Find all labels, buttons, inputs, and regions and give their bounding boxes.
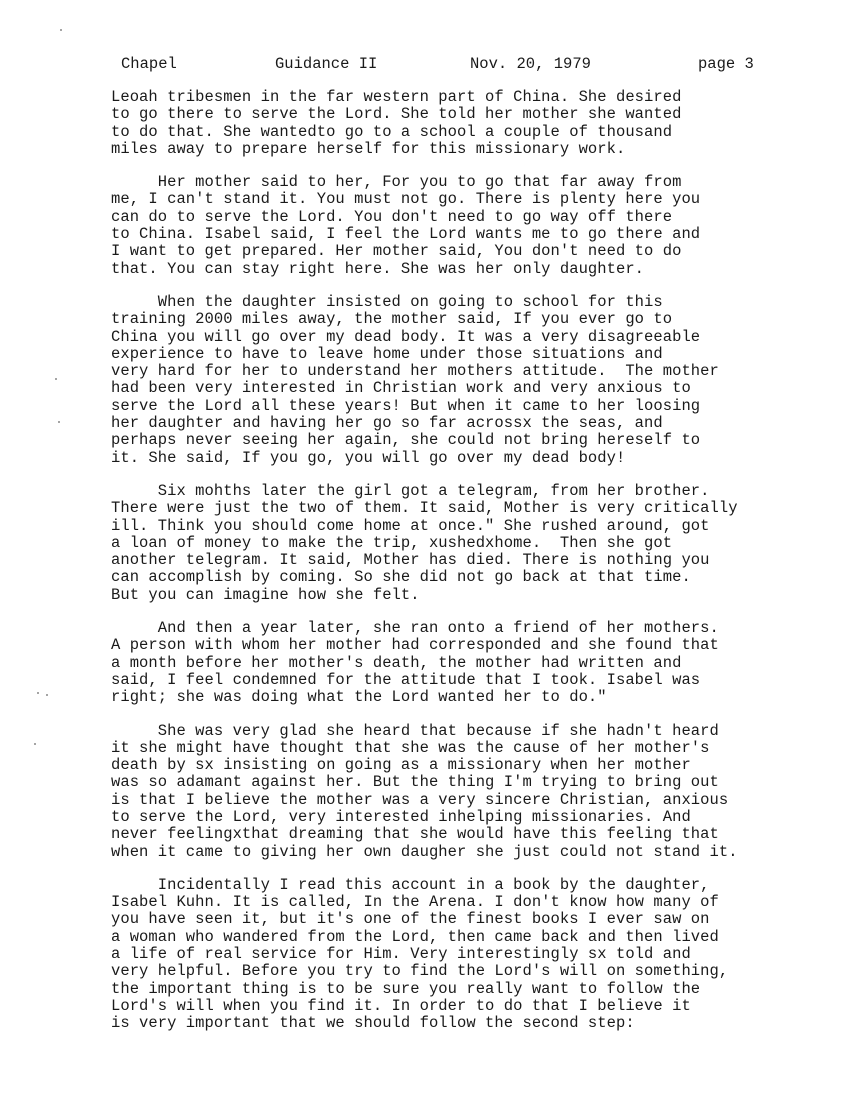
text-line: And then a year later, she ran onto a friend of her mothers. [111, 619, 719, 638]
paragraph [111, 483, 811, 604]
text-line: serve the Lord all these years! But when it came to her loosing [111, 396, 701, 415]
text-line: never feelingxthat dreaming that she would have this feeling that [111, 825, 719, 844]
text-line: had been very interested in Christian work and very anxious to [111, 379, 691, 398]
text-line: when it came to giving her own daugher she just could not stand it. [111, 842, 738, 861]
header-chapel: Chapel [121, 55, 177, 73]
scan-speck [46, 694, 48, 696]
text-line: Her mother said to her, For you to go that far away from [111, 173, 682, 192]
scan-speck [58, 421, 60, 423]
paragraph [111, 294, 811, 467]
text-line: a loan of money to make the trip, xushedxhome. Then she got [111, 533, 673, 552]
text-line: I want to get prepared. Her mother said, You don't need to do [111, 242, 682, 261]
text-line: can accomplish by coming. So she did not go back at that time. [111, 568, 691, 587]
paragraph [111, 723, 811, 861]
text-line: miles away to prepare herself for this missionary work. [111, 139, 626, 158]
text-line: a life of real service for Him. Very interestingly sx told and [111, 945, 691, 964]
text-line: said, I feel condemned for the attitude that I took. Isabel was [111, 670, 701, 689]
body-text [111, 89, 811, 1049]
header-date: Nov. 20, 1979 [470, 55, 591, 73]
paragraph [111, 877, 811, 1033]
text-line: Leoah tribesmen in the far western part of China. She desired [111, 88, 682, 106]
text-line: a woman who wandered from the Lord, then came back and then lived [111, 927, 719, 946]
text-line: that. You can stay right here. She was her only daughter. [111, 259, 645, 278]
text-line: A person with whom her mother had corresponded and she found that [111, 636, 719, 655]
text-line: ill. Think you should come home at once." She rushed around, got [111, 516, 710, 535]
text-line: to China. Isabel said, I feel the Lord wants me to go there and [111, 225, 701, 244]
text-line: perhaps never seeing her again, she could not bring hereself to [111, 431, 701, 450]
text-line: it. She said, If you go, you will go over my dead body! [111, 448, 626, 467]
paragraph [111, 174, 811, 278]
text-line: There were just the two of them. It said, Mother is very critically [111, 499, 738, 518]
text-line: to serve the Lord, very interested inhelping missionaries. And [111, 807, 691, 826]
text-line: to do that. She wantedto go to a school a couple of thousand [111, 122, 673, 141]
text-line: you have seen it, but it's one of the finest books I ever saw on [111, 910, 710, 929]
text-line: She was very glad she heard that because if she hadn't heard [111, 721, 719, 740]
scan-speck [37, 692, 39, 694]
scan-speck [60, 29, 62, 31]
paragraph [111, 89, 811, 158]
text-line: is very important that we should follow the second step: [111, 1014, 635, 1033]
text-line: death by sx insisting on going as a missionary when her mother [111, 756, 691, 775]
paragraph [111, 620, 811, 706]
text-line: Six mohths later the girl got a telegram, from her brother. [111, 481, 710, 500]
header-title: Guidance II [275, 55, 378, 73]
text-line: the important thing is to be sure you really want to follow the [111, 979, 701, 998]
header-page-number: page 3 [698, 55, 754, 73]
text-line: experience to have to leave home under those situations and [111, 344, 663, 363]
scan-speck [34, 743, 36, 745]
text-line: very helpful. Before you try to find the Lord's will on something, [111, 962, 729, 981]
text-line: it she might have thought that she was the cause of her mother's [111, 738, 710, 757]
text-line: another telegram. It said, Mother has died. There is nothing you [111, 551, 710, 570]
page-header [0, 55, 850, 75]
text-line: China you will go over my dead body. It was a very disagreeable [111, 327, 701, 346]
scan-speck [55, 378, 57, 380]
text-line: was so adamant against her. But the thing I'm trying to bring out [111, 773, 719, 792]
text-line: Isabel Kuhn. It is called, In the Arena. I don't know how many of [111, 893, 719, 912]
text-line: her daughter and having her go so far acrossx the seas, and [111, 414, 663, 433]
text-line: But you can imagine how she felt. [111, 585, 420, 604]
text-line: me, I can't stand it. You must not go. There is plenty here you [111, 190, 701, 209]
text-line: When the daughter insisted on going to school for this [111, 292, 663, 311]
text-line: Incidentally I read this account in a book by the daughter, [111, 875, 710, 894]
text-line: Lord's will when you find it. In order to do that I believe it [111, 996, 691, 1015]
text-line: a month before her mother's death, the mother had written and [111, 653, 682, 672]
text-line: right; she was doing what the Lord wanted her to do." [111, 688, 607, 707]
text-line: training 2000 miles away, the mother said, If you ever go to [111, 310, 673, 329]
text-line: very hard for her to understand her mothers attitude. The mother [111, 362, 719, 381]
text-line: can do to serve the Lord. You don't need to go way off there [111, 207, 673, 226]
text-line: is that I believe the mother was a very sincere Christian, anxious [111, 790, 729, 809]
text-line: to go there to serve the Lord. She told her mother she wanted [111, 105, 682, 124]
